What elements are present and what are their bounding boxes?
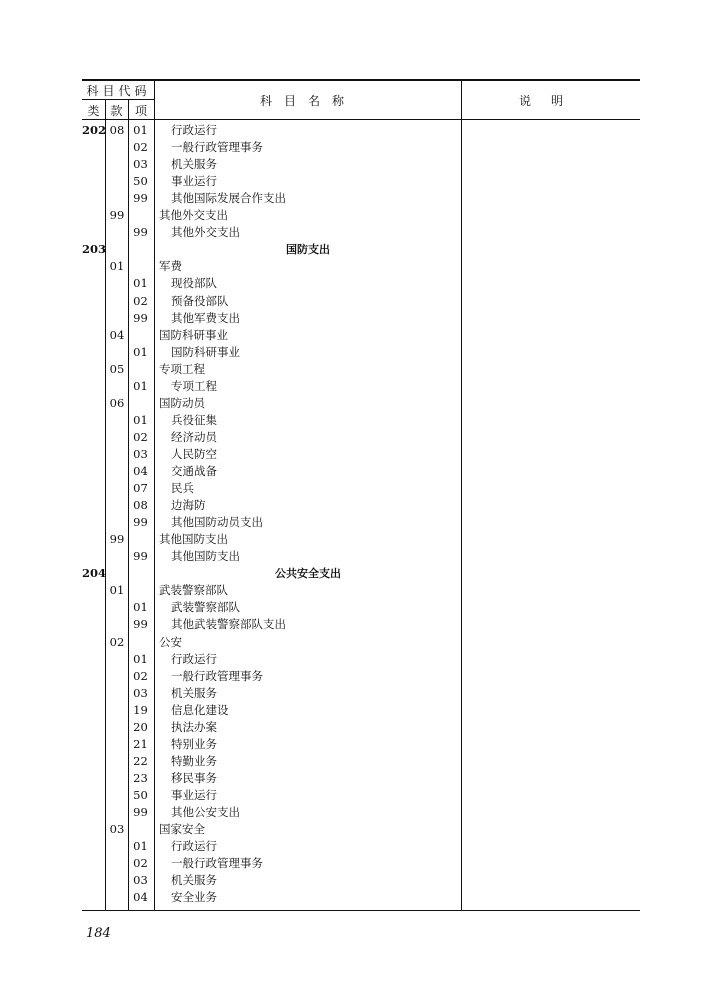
cell-kuan-code: 05 [109,361,125,376]
cell-subject-name: 机关服务 [171,157,217,172]
cell-subject-name: 武装警察部队 [171,600,240,615]
cell-subject-name: 事业运行 [171,787,217,802]
cell-subject-name: 安全业务 [171,890,217,905]
table-row [0,838,721,855]
cell-xiang-code: 99 [133,617,148,632]
cell-subject-name: 专项工程 [159,361,205,376]
cell-subject-name: 行政运行 [171,123,217,137]
table-row [0,344,721,361]
cell-xiang-code: 99 [133,225,148,240]
table-row [0,395,721,412]
cell-subject-name: 武装警察部队 [159,583,228,598]
table-row [0,361,721,378]
cell-xiang-code: 03 [133,157,148,172]
cell-xiang-code: 07 [133,481,148,496]
table-row [0,224,721,241]
cell-xiang-code: 19 [133,702,148,717]
cell-subject-name: 公安 [159,634,182,649]
table-row [0,446,721,463]
cell-xiang-code: 50 [133,787,148,802]
table-top-rule [82,79,640,81]
table-row [0,668,721,685]
cell-kuan-code: 04 [109,327,125,342]
header-note: 说明 [518,94,583,108]
cell-xiang-code: 99 [133,191,148,206]
cell-subject-name: 其他武装警察部队支出 [171,617,286,632]
table-row [0,599,721,616]
cell-kuan-code: 99 [109,532,125,547]
cell-subject-name: 特勤业务 [171,753,217,768]
cell-subject-name: 其他军费支出 [171,310,240,325]
table-row [0,651,721,668]
table-row [0,207,721,224]
cell-xiang-code: 02 [133,668,148,683]
cell-xiang-code: 04 [133,464,148,478]
cell-kuan-code: 06 [109,395,125,410]
cell-xiang-code: 03 [133,446,148,461]
header-bottom-rule [82,119,640,120]
cell-subject-name: 信息化建设 [171,702,229,717]
table-row [0,702,721,719]
table-row [0,173,721,190]
cell-subject-name: 人民防空 [171,446,217,461]
header-xiang: 项 [134,104,147,118]
cell-kuan-code: 01 [109,583,125,598]
cell-xiang-code: 22 [133,753,148,768]
table-row [0,293,721,310]
table-row [0,310,721,327]
cell-kuan-code: 02 [109,634,125,649]
cell-kuan-code: 08 [109,123,125,137]
cell-subject-name: 其他国防支出 [171,549,240,564]
cell-xiang-code: 01 [133,344,148,359]
table-row [0,514,721,531]
cell-xiang-code: 01 [133,276,148,291]
cell-lei-code: 203 [82,242,107,257]
cell-xiang-code: 08 [133,498,148,513]
cell-subject-name: 其他公安支出 [171,805,240,819]
cell-lei-code: 204 [82,566,107,581]
table-row [0,275,721,292]
cell-subject-name: 预备役部队 [171,293,229,308]
cell-subject-name: 移民事务 [171,770,217,785]
cell-xiang-code: 02 [133,140,148,155]
cell-subject-name: 机关服务 [171,685,217,700]
cell-xiang-code: 01 [133,600,148,615]
table-bottom-rule [82,910,640,911]
table-row [0,736,721,753]
cell-subject-name: 民兵 [171,481,194,496]
header-code-group: 科目代码 [86,84,151,98]
header-sub-rule [82,99,155,100]
table-row [0,565,721,582]
table-row [0,327,721,344]
cell-subject-name: 现役部队 [171,276,217,291]
header-kuan: 款 [110,104,123,118]
cell-xiang-code: 50 [133,174,148,189]
table-row [0,548,721,565]
cell-subject-name: 军费 [159,259,182,274]
cell-subject-name: 国防动员 [159,395,205,410]
cell-xiang-code: 01 [133,651,148,666]
table-row [0,787,721,804]
cell-subject-name: 其他国防动员支出 [171,515,263,530]
cell-lei-code: 202 [82,123,107,137]
cell-xiang-code: 03 [133,873,148,888]
cell-subject-name: 行政运行 [171,839,217,854]
table-row [0,156,721,173]
table-row [0,685,721,702]
cell-subject-name: 其他国际发展合作支出 [171,191,286,206]
category-heading: 国防支出 [286,243,330,257]
table-row [0,139,721,156]
table-row [0,463,721,480]
cell-xiang-code: 99 [133,310,148,325]
cell-subject-name: 机关服务 [171,873,217,888]
cell-subject-name: 边海防 [171,498,206,513]
category-heading: 公共安全支出 [275,567,341,581]
cell-kuan-code: 99 [109,208,125,223]
table-row [0,872,721,889]
table-row [0,429,721,446]
cell-subject-name: 国防科研事业 [159,327,228,342]
table-row [0,821,721,838]
cell-subject-name: 事业运行 [171,174,217,189]
table-row [0,378,721,395]
cell-kuan-code: 01 [109,259,125,274]
table-row [0,122,721,139]
cell-xiang-code: 04 [133,890,148,905]
cell-kuan-code: 03 [109,822,125,837]
table-row [0,241,721,258]
cell-subject-name: 国家安全 [159,822,205,837]
cell-xiang-code: 01 [133,123,148,137]
cell-subject-name: 国防科研事业 [171,344,240,359]
table-row [0,855,721,872]
cell-xiang-code: 99 [133,805,148,819]
table-row [0,719,721,736]
cell-subject-name: 兵役征集 [171,412,217,427]
cell-xiang-code: 20 [133,719,148,734]
table-row [0,582,721,599]
table-row [0,190,721,207]
cell-subject-name: 其他外交支出 [171,225,240,240]
cell-subject-name: 交通战备 [171,464,217,478]
page-number: 184 [86,926,111,941]
cell-xiang-code: 99 [133,515,148,530]
cell-xiang-code: 03 [133,685,148,700]
table-row [0,258,721,275]
cell-xiang-code: 23 [133,770,148,785]
table-row [0,804,721,821]
table-row [0,531,721,548]
table-row [0,497,721,514]
cell-xiang-code: 02 [133,293,148,308]
cell-subject-name: 经济动员 [171,429,217,444]
cell-xiang-code: 01 [133,378,148,393]
table-row [0,889,721,906]
cell-xiang-code: 99 [133,549,148,564]
table-row [0,412,721,429]
cell-xiang-code: 01 [133,839,148,854]
cell-subject-name: 特别业务 [171,736,217,751]
cell-xiang-code: 02 [133,856,148,871]
header-lei: 类 [87,104,100,118]
cell-xiang-code: 01 [133,412,148,427]
cell-subject-name: 一般行政管理事务 [171,856,263,871]
table-row [0,753,721,770]
table-row [0,634,721,651]
table-row [0,770,721,787]
cell-subject-name: 专项工程 [171,378,217,393]
cell-subject-name: 执法办案 [171,719,217,734]
cell-subject-name: 一般行政管理事务 [171,668,263,683]
cell-xiang-code: 21 [133,736,148,751]
cell-subject-name: 一般行政管理事务 [171,140,263,155]
table-row [0,480,721,497]
cell-subject-name: 其他国防支出 [159,532,228,547]
header-name: 科目名称 [259,94,356,108]
cell-subject-name: 行政运行 [171,651,217,666]
cell-xiang-code: 02 [133,429,148,444]
table-row [0,616,721,633]
cell-subject-name: 其他外交支出 [159,208,228,223]
